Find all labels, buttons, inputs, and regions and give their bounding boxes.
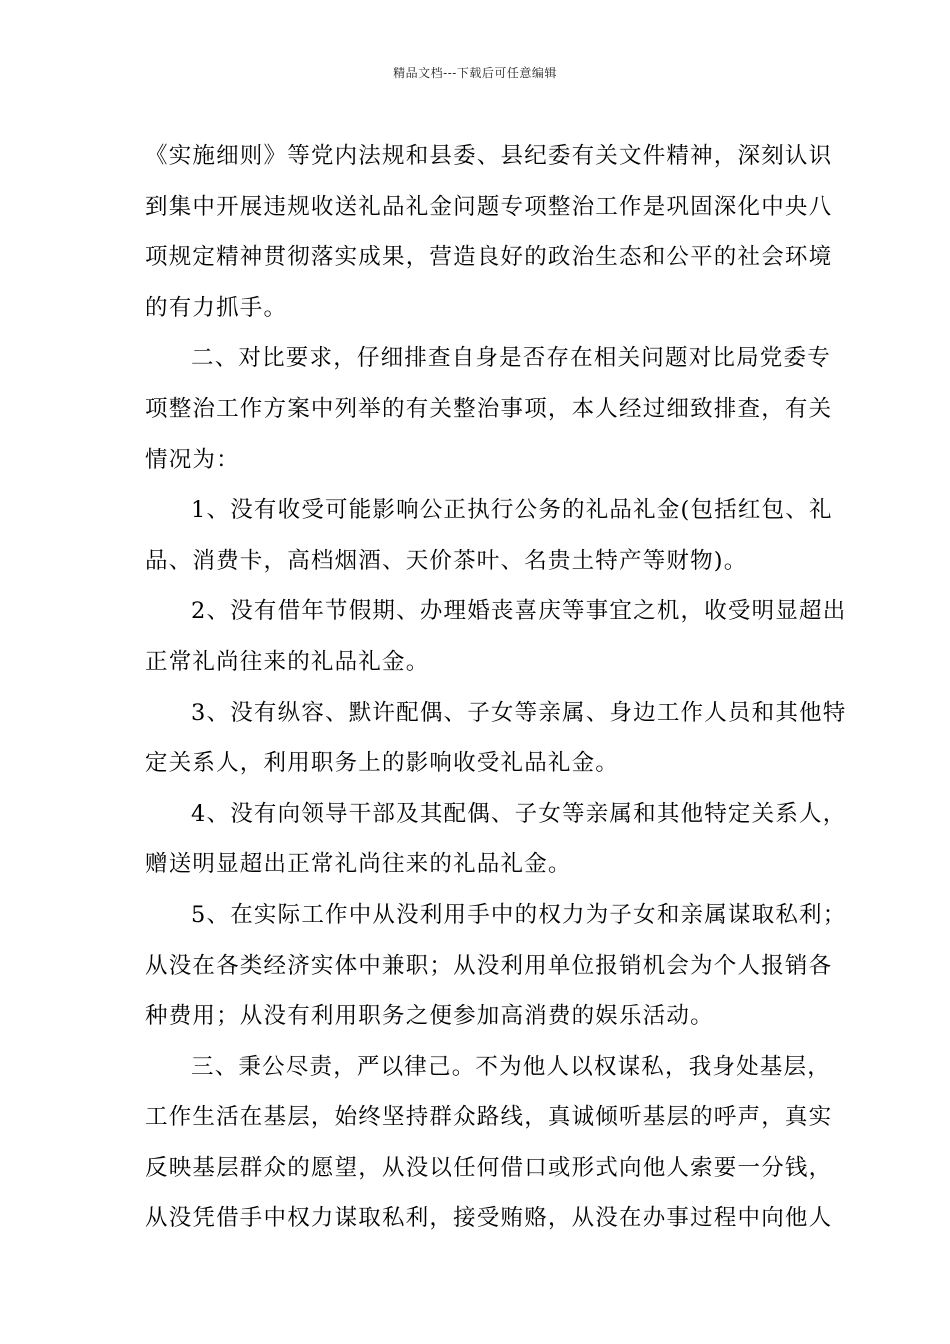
text-line: 赠送明显超出正常礼尚往来的礼品礼金。 — [145, 851, 572, 878]
text-line: 工作生活在基层，始终坚持群众路线，真诚倾听基层的呼声，真实 — [145, 1104, 833, 1131]
text-line: 三、秉公尽责，严以律己。不为他人以权谋私，我身处基层， — [191, 1053, 831, 1080]
text-line: 种费用；从没有利用职务之便参加高消费的娱乐活动。 — [145, 1003, 714, 1030]
text-line: 4、没有向领导干部及其配偶、子女等亲属和其他特定关系人， — [191, 800, 847, 827]
text-line: 从没凭借手中权力谋取私利，接受贿赂，从没在办事过程中向他人 — [145, 1205, 833, 1232]
text-line: 反映基层群众的愿望，从没以任何借口或形式向他人索要一分钱， — [145, 1154, 833, 1181]
text-line: 3、没有纵容、默许配偶、子女等亲属、身边工作人员和其他特 — [191, 699, 847, 726]
text-line: 项整治工作方案中列举的有关整治事项，本人经过细致排查，有关 — [145, 395, 833, 422]
text-line: 到集中开展违规收送礼品礼金问题专项整治工作是巩固深化中央八 — [145, 193, 833, 220]
text-line: 项规定精神贯彻落实成果，营造良好的政治生态和公平的社会环境 — [145, 244, 833, 271]
text-line: 二、对比要求，仔细排查自身是否存在相关问题对比局党委专 — [191, 345, 831, 372]
text-line: 正常礼尚往来的礼品礼金。 — [145, 648, 430, 675]
text-line: 情况为： — [145, 446, 240, 473]
text-line: 2、没有借年节假期、办理婚丧喜庆等事宜之机，收受明显超出 — [191, 598, 847, 625]
text-line: 的有力抓手。 — [145, 294, 288, 321]
text-line: 从没在各类经济实体中兼职；从没利用单位报销机会为个人报销各 — [145, 952, 833, 979]
document-body — [145, 131, 847, 1244]
page-header: 精品文档---下载后可任意编辑 — [393, 66, 557, 80]
text-line: 5、在实际工作中从没利用手中的权力为子女和亲属谋取私利； — [191, 901, 847, 928]
text-line: 品、消费卡，高档烟酒、天价茶叶、名贵土特产等财物)。 — [145, 547, 748, 574]
text-line: 《实施细则》等党内法规和县委、县纪委有关文件精神，深刻认识 — [145, 143, 833, 169]
text-line: 1、没有收受可能影响公正执行公务的礼品礼金(包括红包、礼 — [191, 497, 833, 524]
text-line: 定关系人，利用职务上的影响收受礼品礼金。 — [145, 750, 620, 777]
